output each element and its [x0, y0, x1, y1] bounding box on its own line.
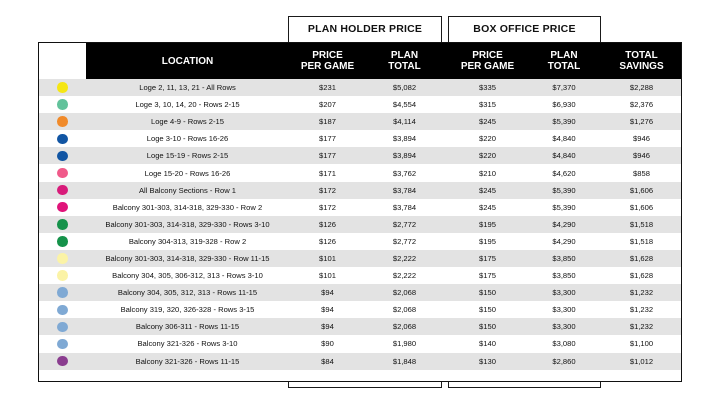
table-row	[39, 301, 681, 318]
seat-color-dot-icon	[57, 219, 68, 230]
plan-holder-total-cell: $1,848	[392, 356, 417, 366]
plan-holder-price-cell: $177	[319, 134, 336, 144]
table-row	[39, 267, 681, 284]
plan-holder-total-cell: $3,762	[392, 168, 417, 178]
location-cell: Balcony 301-303, 314-318, 329-330 - Rows 3-10	[105, 219, 270, 229]
box-office-price-cell: $245	[479, 185, 496, 195]
header-bo-total-line1: PLAN	[550, 50, 578, 61]
header-bo-price-line1: PRICE	[472, 50, 503, 61]
seat-color-dot-icon	[57, 151, 68, 162]
total-savings-cell: $2,376	[629, 100, 654, 110]
box-office-price-cell: $150	[479, 322, 496, 332]
header-blank-cell	[39, 43, 86, 79]
box-office-price-cell: $175	[479, 253, 496, 263]
plan-holder-total-cell: $2,068	[392, 322, 417, 332]
table-row	[39, 113, 681, 130]
header-bo-total-line2: TOTAL	[547, 61, 581, 72]
box-office-total-cell: $5,390	[552, 117, 576, 127]
plan-holder-price-cell: $177	[319, 151, 336, 161]
plan-holder-price-cell: $207	[319, 100, 336, 110]
table-row	[39, 182, 681, 199]
seat-color-dot-icon	[57, 253, 68, 264]
plan-holder-total-cell: $2,222	[392, 253, 417, 263]
box-office-total-cell: $4,840	[552, 134, 576, 144]
total-savings-cell: $946	[633, 151, 650, 161]
box-office-total-cell: $3,850	[552, 253, 576, 263]
box-office-total-cell: $7,370	[552, 83, 576, 93]
seat-color-dot-icon	[57, 305, 68, 316]
plan-holder-price-cell: $171	[319, 168, 336, 178]
box-office-price-cell: $210	[479, 168, 496, 178]
box-office-price-cell: $220	[479, 134, 496, 144]
total-savings-cell: $1,518	[629, 219, 654, 229]
header-savings	[602, 43, 681, 79]
header-location	[86, 43, 289, 79]
plan-holder-total-cell: $4,554	[392, 100, 417, 110]
table-body	[39, 79, 681, 370]
location-cell: Balcony 304, 305, 312, 313 - Rows 11-15	[117, 288, 258, 298]
location-cell: Loge 2, 11, 13, 21 - All Rows	[139, 83, 236, 93]
box-office-price-cell: $315	[479, 100, 496, 110]
plan-holder-total-cell: $1,980	[392, 339, 417, 349]
plan-holder-price-cell: $101	[319, 253, 336, 263]
plan-holder-price-cell: $172	[319, 185, 336, 195]
total-savings-cell: $1,232	[629, 322, 654, 332]
header-bo-price-line2: PER GAME	[460, 61, 515, 72]
table-row	[39, 318, 681, 335]
seat-color-dot-icon	[57, 82, 68, 93]
location-cell: Loge 4-9 - Rows 2-15	[150, 117, 225, 127]
location-cell: Balcony 304, 305, 306-312, 313 - Rows 3-10	[112, 271, 263, 281]
table-row	[39, 130, 681, 147]
box-office-total-cell: $6,930	[552, 100, 576, 110]
seat-color-dot-icon	[57, 116, 68, 127]
box-office-total-cell: $5,390	[552, 185, 576, 195]
seat-color-dot-icon	[57, 202, 68, 213]
header-bo-price	[449, 43, 526, 79]
table-row	[39, 233, 681, 250]
box-office-price-cell: $335	[479, 83, 496, 93]
location-cell: All Balcony Sections - Row 1	[138, 185, 237, 195]
header-savings-line1: TOTAL	[625, 50, 658, 61]
location-cell: Balcony 321-326 - Rows 11-15	[135, 356, 240, 366]
box-office-price-cell: $130	[479, 356, 496, 366]
box-office-price-cell: $140	[479, 339, 496, 349]
box-office-price-cell: $150	[479, 305, 496, 315]
location-cell: Balcony 301-303, 314-318, 329-330 - Row 2	[112, 202, 263, 212]
box-office-total-cell: $3,850	[552, 271, 576, 281]
plan-holder-price-cell: $187	[319, 117, 336, 127]
location-cell: Loge 3, 10, 14, 20 - Rows 2-15	[135, 100, 240, 110]
header-ph-total	[366, 43, 443, 79]
box-office-price-cell: $195	[479, 236, 496, 246]
plan-holder-total-cell: $3,894	[392, 151, 417, 161]
plan-holder-total-cell: $2,222	[392, 271, 417, 281]
plan-holder-price-cell: $84	[321, 356, 334, 366]
total-savings-cell: $946	[633, 134, 650, 144]
total-savings-cell: $1,606	[629, 202, 654, 212]
table-row	[39, 353, 681, 370]
header-ph-price-line2: PER GAME	[300, 61, 355, 72]
plan-holder-price-cell: $101	[319, 271, 336, 281]
plan-holder-total-cell: $4,114	[393, 117, 416, 127]
location-cell: Loge 15-19 - Rows 2-15	[146, 151, 229, 161]
total-savings-cell: $1,276	[629, 117, 654, 127]
seat-color-dot-icon	[57, 99, 68, 110]
plan-holder-total-cell: $5,082	[392, 83, 417, 93]
total-savings-cell: $858	[633, 168, 650, 178]
plan-holder-total-cell: $3,894	[392, 134, 417, 144]
header-ph-price	[289, 43, 366, 79]
header-location-label: LOCATION	[161, 55, 214, 67]
pricing-table	[38, 42, 682, 382]
seat-color-dot-icon	[57, 339, 68, 350]
table-row	[39, 284, 681, 301]
total-savings-cell: $1,232	[629, 305, 654, 315]
header-ph-price-line1: PRICE	[312, 50, 343, 61]
total-savings-cell: $1,606	[629, 185, 654, 195]
box-office-total-cell: $4,620	[552, 168, 576, 178]
table-row	[39, 216, 681, 233]
plan-holder-group-title: PLAN HOLDER PRICE	[307, 23, 423, 35]
seat-color-dot-icon	[57, 185, 68, 196]
location-cell: Balcony 301-303, 314-318, 329-330 - Row 11-15	[105, 253, 270, 263]
plan-holder-price-cell: $94	[321, 305, 334, 315]
box-office-group-title: BOX OFFICE PRICE	[473, 23, 576, 35]
seat-color-dot-icon	[57, 134, 68, 145]
plan-holder-total-cell: $2,068	[392, 288, 417, 298]
box-office-total-cell: $2,860	[552, 356, 576, 366]
header-bo-total	[526, 43, 602, 79]
table-row	[39, 79, 681, 96]
total-savings-cell: $1,518	[629, 236, 654, 246]
table-row	[39, 96, 681, 113]
location-cell: Balcony 306-311 - Rows 11-15	[135, 322, 240, 332]
location-cell: Loge 3-10 - Rows 16-26	[146, 134, 229, 144]
total-savings-cell: $1,232	[629, 288, 654, 298]
box-office-price-cell: $195	[479, 219, 496, 229]
box-office-price-cell: $150	[479, 288, 496, 298]
header-ph-total-line2: TOTAL	[388, 61, 421, 72]
plan-holder-price-cell: $94	[321, 288, 334, 298]
box-office-total-cell: $3,080	[552, 339, 576, 349]
location-cell: Balcony 321-326 - Rows 3-10	[137, 339, 238, 349]
seat-color-dot-icon	[57, 168, 68, 179]
box-office-total-cell: $3,300	[552, 322, 576, 332]
seat-color-dot-icon	[57, 287, 68, 298]
seat-color-dot-icon	[57, 236, 68, 247]
plan-holder-price-cell: $172	[319, 202, 336, 212]
plan-holder-price-cell: $126	[319, 236, 336, 246]
box-office-total-cell: $4,290	[552, 219, 576, 229]
total-savings-cell: $1,628	[629, 271, 654, 281]
seat-color-dot-icon	[57, 270, 68, 281]
box-office-total-cell: $5,390	[552, 202, 576, 212]
plan-holder-price-cell: $94	[321, 322, 334, 332]
table-header-row	[39, 43, 681, 79]
header-savings-line2: SAVINGS	[619, 61, 664, 72]
table-row	[39, 250, 681, 267]
seat-color-dot-icon	[57, 356, 68, 367]
plan-holder-total-cell: $3,784	[392, 185, 417, 195]
location-cell: Loge 15-20 - Rows 16-26	[144, 168, 231, 178]
total-savings-cell: $1,012	[629, 356, 654, 366]
box-office-total-cell: $4,840	[552, 151, 576, 161]
plan-holder-price-cell: $126	[319, 219, 336, 229]
box-office-total-cell: $3,300	[552, 288, 576, 298]
table-row	[39, 335, 681, 352]
box-office-price-cell: $220	[479, 151, 496, 161]
table-row	[39, 147, 681, 164]
total-savings-cell: $1,100	[629, 339, 654, 349]
box-office-total-cell: $3,300	[552, 305, 576, 315]
plan-holder-price-cell: $90	[321, 339, 334, 349]
seat-color-dot-icon	[57, 322, 68, 333]
plan-holder-total-cell: $3,784	[392, 202, 417, 212]
location-cell: Balcony 304-313, 319-328 - Row 2	[128, 236, 247, 246]
plan-holder-total-cell: $2,772	[392, 236, 417, 246]
total-savings-cell: $1,628	[629, 253, 654, 263]
header-ph-total-line1: PLAN	[390, 50, 419, 61]
box-office-price-cell: $245	[479, 117, 496, 127]
table-row	[39, 199, 681, 216]
plan-holder-total-cell: $2,772	[392, 219, 417, 229]
table-row	[39, 164, 681, 181]
location-cell: Balcony 319, 320, 326-328 - Rows 3-15	[120, 305, 255, 315]
box-office-price-cell: $175	[479, 271, 496, 281]
box-office-price-cell: $245	[479, 202, 496, 212]
plan-holder-total-cell: $2,068	[392, 305, 417, 315]
total-savings-cell: $2,288	[629, 83, 654, 93]
plan-holder-price-cell: $231	[319, 83, 336, 93]
box-office-total-cell: $4,290	[552, 236, 576, 246]
